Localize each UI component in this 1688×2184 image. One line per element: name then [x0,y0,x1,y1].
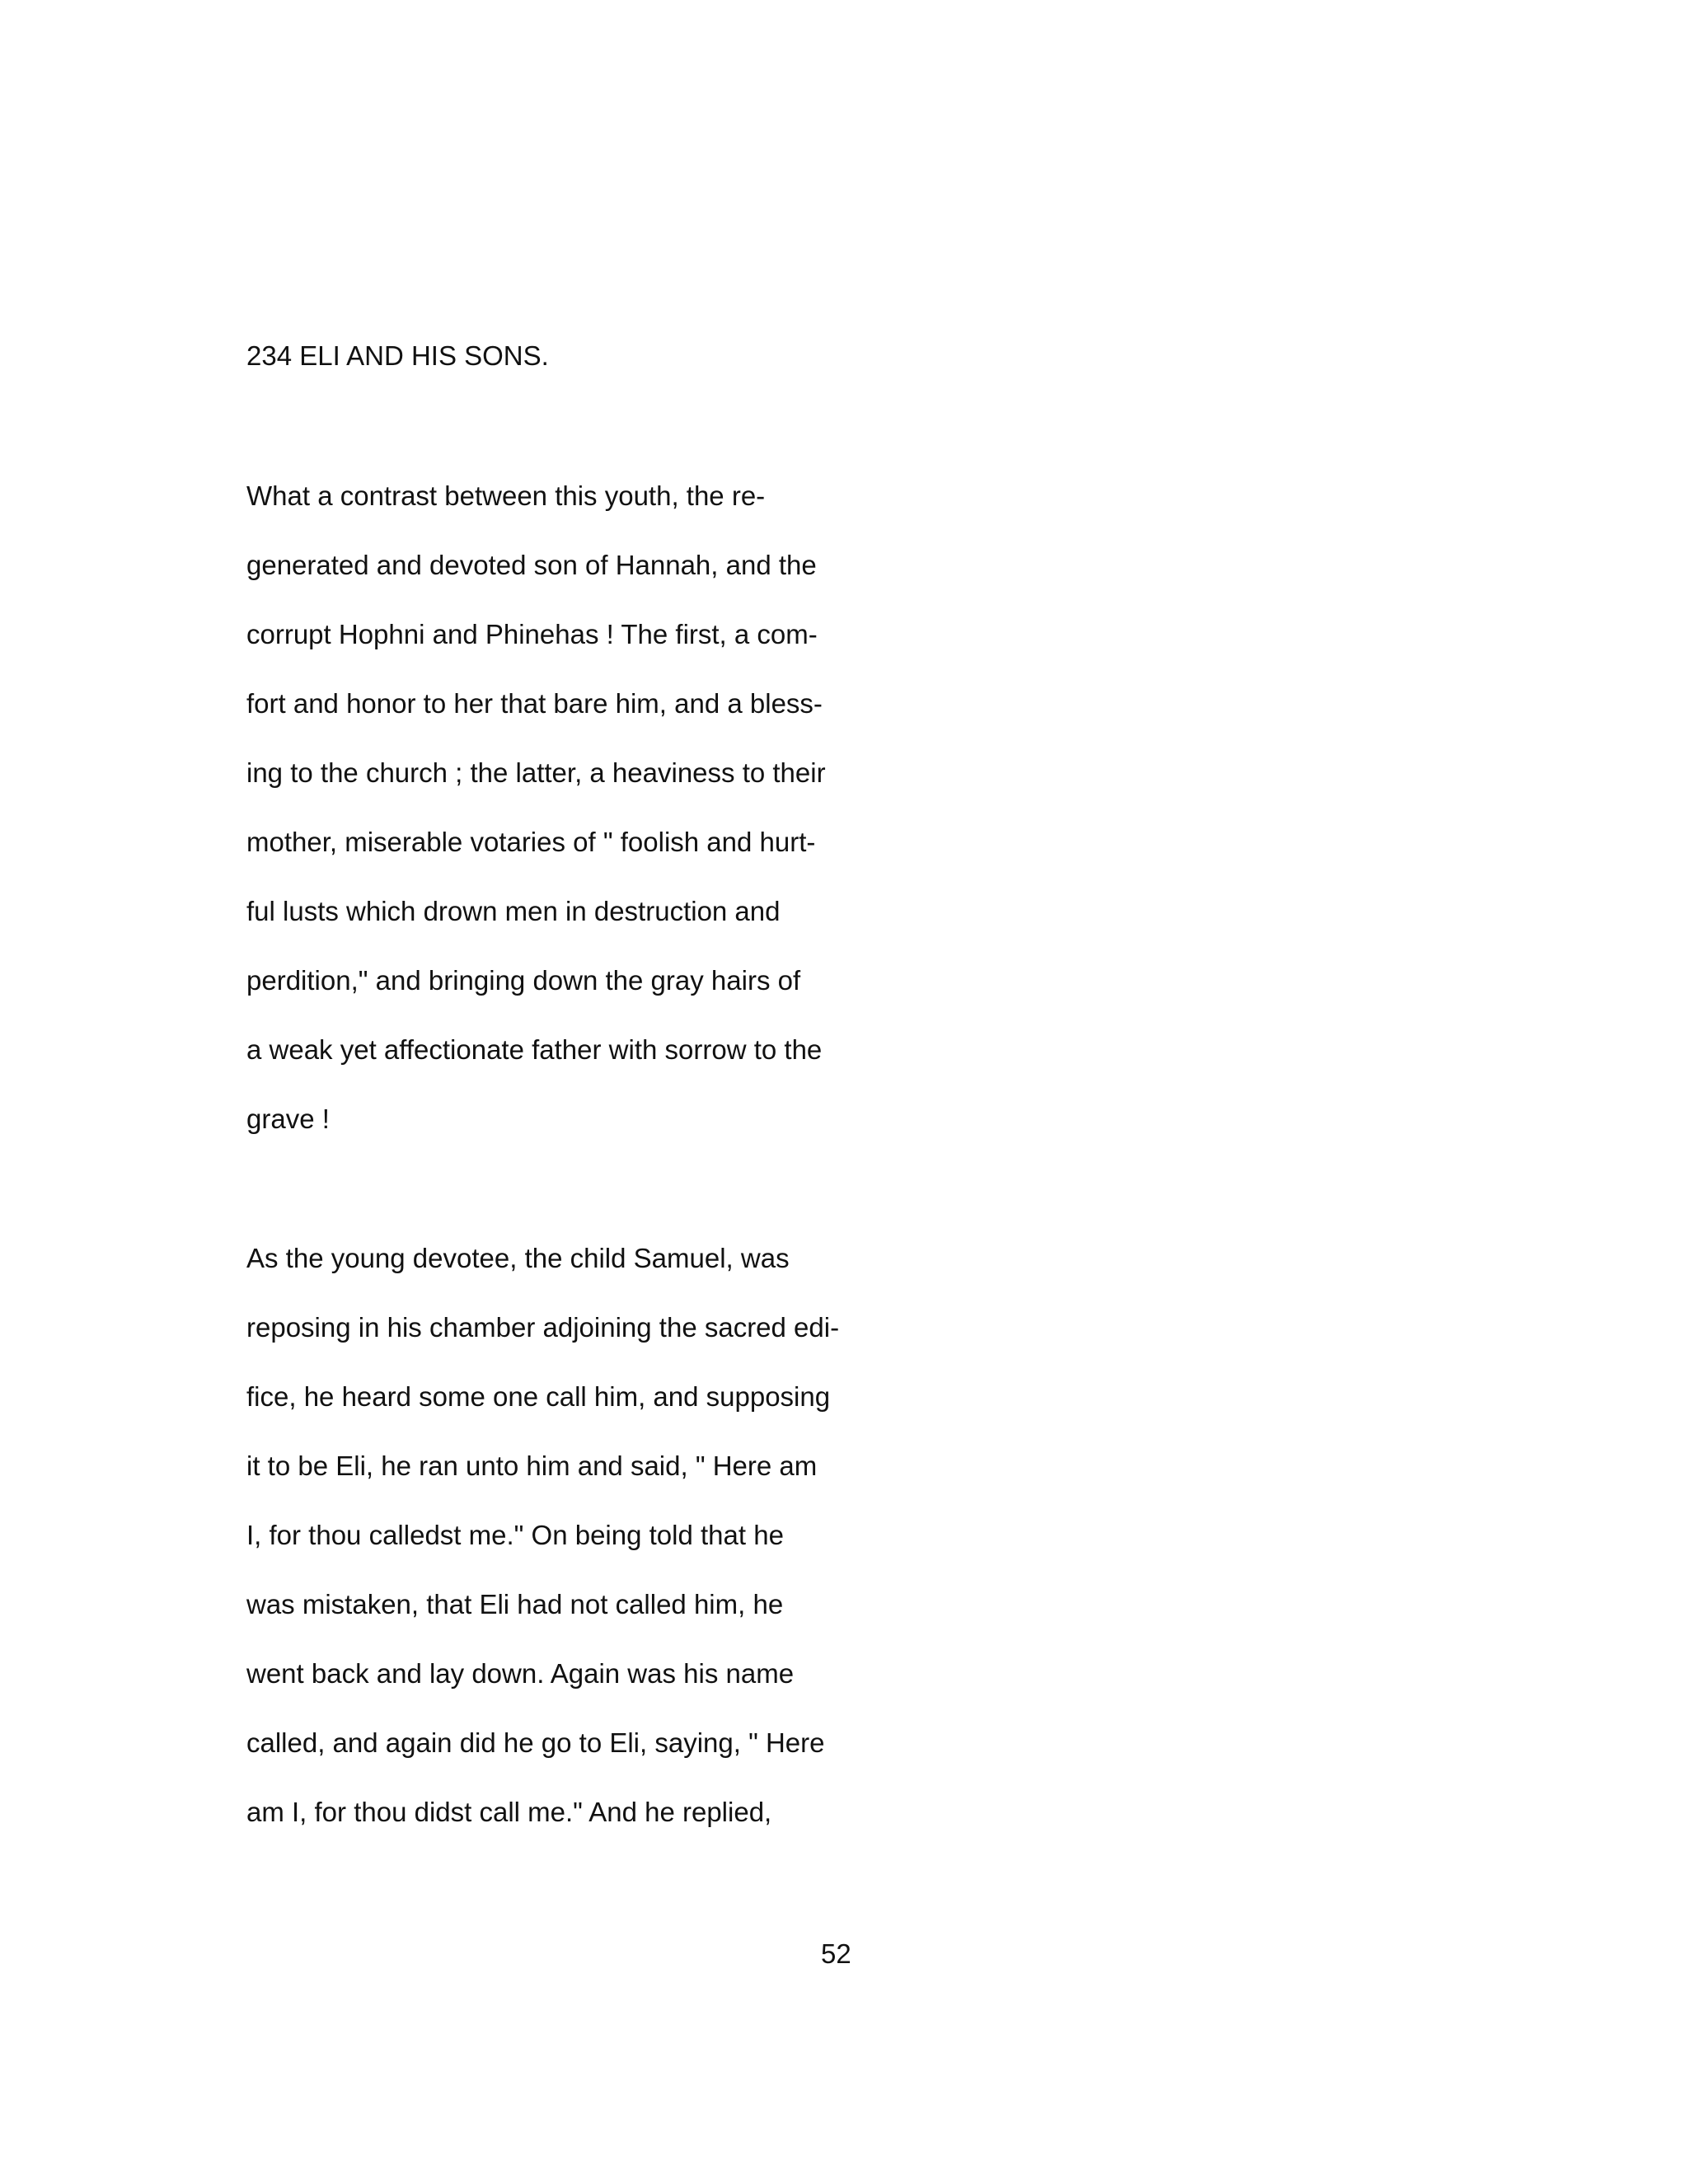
paragraph-2-line-1: As the young devotee, the child Samuel, was [246,1243,790,1273]
paragraph-1-line-8: perdition," and bringing down the gray hairs of [246,965,801,996]
paragraph-2-line-4: it to be Eli, he ran unto him and said, " Here am [246,1451,818,1481]
paragraph-1-line-4: fort and honor to her that bare him, and a bless- [246,688,823,719]
paragraph-2-line-3: fice, he heard some one call him, and supposing [246,1381,831,1412]
running-head: 234 ELI AND HIS SONS. [246,340,549,371]
paragraph-1-line-5: ing to the church ; the latter, a heaviness to their [246,757,826,788]
paragraph-1-line-1: What a contrast between this youth, the re- [246,480,766,511]
paragraph-2-line-2: reposing in his chamber adjoining the sacred edi- [246,1312,840,1343]
paragraph-1-line-6: mother, miserable votaries of " foolish and hurt- [246,827,816,857]
paragraph-1-line-3: corrupt Hophni and Phinehas ! The first, a com- [246,619,818,649]
paragraph-2-line-5: I, for thou calledst me." On being told that he [246,1520,784,1550]
paragraph-1-line-9: a weak yet affectionate father with sorrow to the [246,1034,823,1065]
paragraph-2-line-7: went back and lay down. Again was his name [246,1658,795,1689]
paragraph-1-line-10: grave ! [246,1104,330,1134]
paragraph-1-line-7: ful lusts which drown men in destruction and [246,896,781,926]
paragraph-2-line-8: called, and again did he go to Eli, saying, " Here [246,1727,825,1758]
page-number: 52 [821,1938,851,1969]
paragraph-2-line-9: am I, for thou didst call me." And he replied, [246,1797,772,1827]
paragraph-1-line-2: generated and devoted son of Hannah, and the [246,550,817,580]
paragraph-2-line-6: was mistaken, that Eli had not called him, he [246,1589,784,1619]
